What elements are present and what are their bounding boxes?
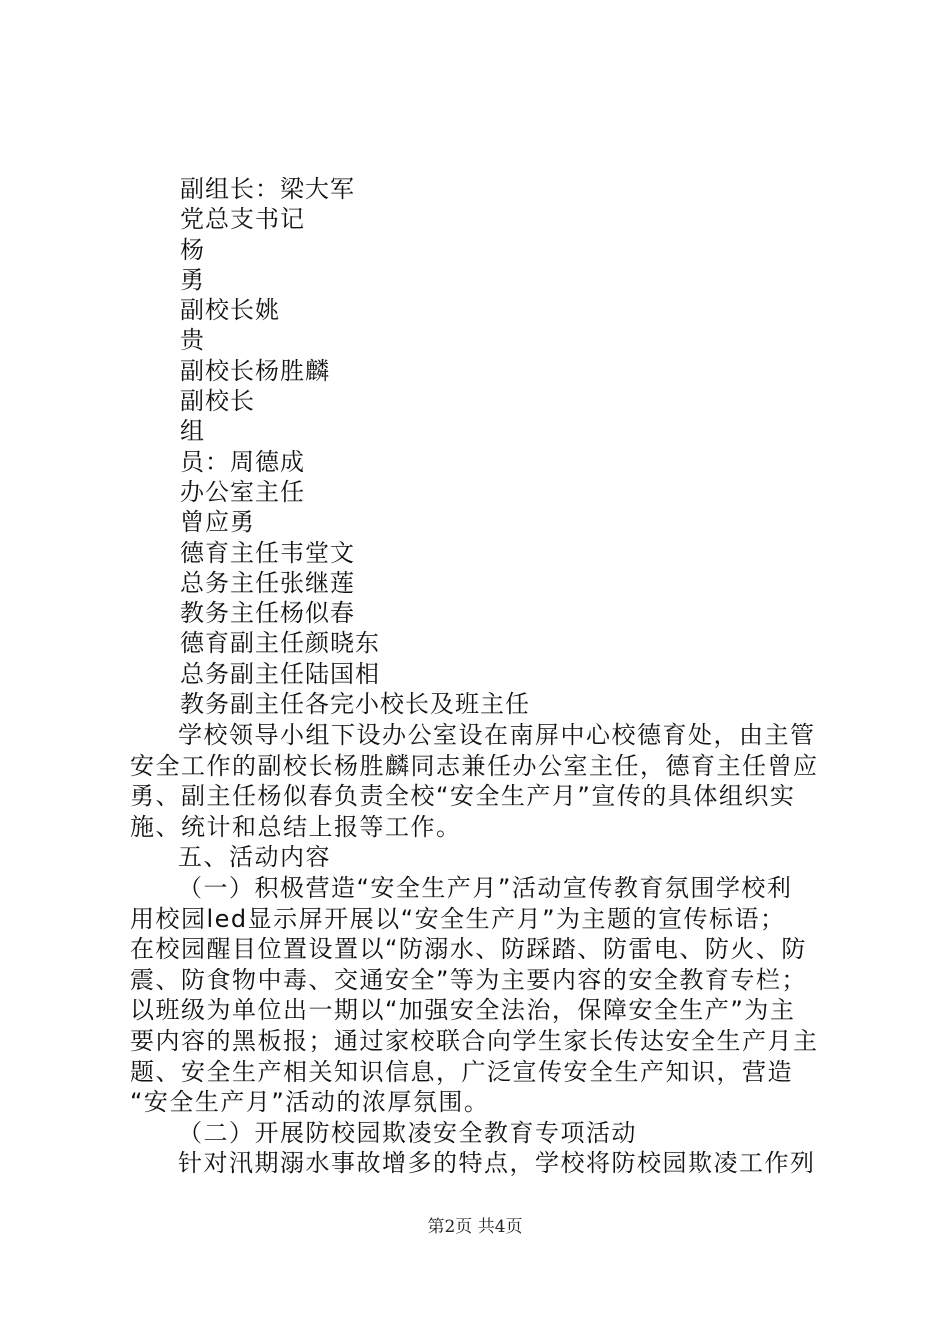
list-line: 副校长: [180, 387, 255, 416]
list-line: 德育主任韦堂文: [180, 538, 355, 567]
list-line: 副校长姚: [180, 296, 280, 325]
list-line: 教务副主任各完小校长及班主任: [180, 690, 530, 719]
list-line: 曾应勇: [180, 508, 255, 537]
list-line: 勇: [180, 265, 205, 294]
paragraph-line: 在校园醒目位置设置以“防溺水、防踩踏、防雷电、防火、防: [130, 935, 807, 964]
paragraph-line: 要内容的黑板报；通过家校联合向学生家长传达安全生产月主: [130, 1026, 819, 1055]
paragraph-line: （二）开展防校园欺凌安全教育专项活动: [178, 1118, 637, 1147]
list-line: 副校长杨胜麟: [180, 356, 330, 385]
list-line: 办公室主任: [180, 477, 305, 506]
list-line: 德育副主任颜晓东: [180, 629, 380, 658]
paragraph-line: “安全生产月”活动的浓厚氛围。: [130, 1088, 490, 1117]
list-line: 教务主任杨似春: [180, 599, 355, 628]
list-line: 杨: [180, 235, 205, 264]
list-line: 党总支书记: [180, 205, 305, 234]
paragraph-line: 学校领导小组下设办公室设在南屏中心校德育处，由主管: [178, 721, 816, 749]
member-list: [180, 174, 840, 719]
list-line: 贵: [180, 326, 205, 355]
list-line: 副组长：梁大军: [180, 175, 355, 203]
paragraph-line: 震、防食物中毒、交通安全”等为主要内容的安全教育专栏；: [130, 965, 807, 994]
list-line: 员：周德成: [180, 447, 305, 476]
paragraph-line: 以班级为单位出一期以“加强安全法治，保障安全生产”为主: [130, 996, 796, 1025]
body-text: [130, 720, 830, 1179]
paragraph-line: 安全工作的副校长杨胜麟同志兼任办公室主任，德育主任曾应: [130, 751, 819, 780]
list-line: 总务副主任陆国相: [180, 659, 380, 688]
paragraph-line: 勇、副主任杨似春负责全校“安全生产月”宣传的具体组织实: [130, 782, 796, 811]
paragraph-line: 针对汛期溺水事故增多的特点，学校将防校园欺凌工作列: [178, 1149, 816, 1178]
list-line: 组: [180, 417, 205, 446]
paragraph-line: 用校园led显示屏开展以“安全生产月”为主题的宣传标语；: [130, 904, 786, 933]
page-footer: 第2页 共4页: [427, 1217, 523, 1237]
paragraph-line: 题、安全生产相关知识信息，广泛宣传安全生产知识，营造: [130, 1057, 793, 1086]
paragraph-line: 五、活动内容: [178, 843, 331, 872]
paragraph-line: 施、统计和总结上报等工作。: [130, 812, 462, 841]
paragraph-line: （一）积极营造“安全生产月”活动宣传教育氛围学校利: [178, 873, 793, 902]
list-line: 总务主任张继莲: [180, 568, 355, 597]
